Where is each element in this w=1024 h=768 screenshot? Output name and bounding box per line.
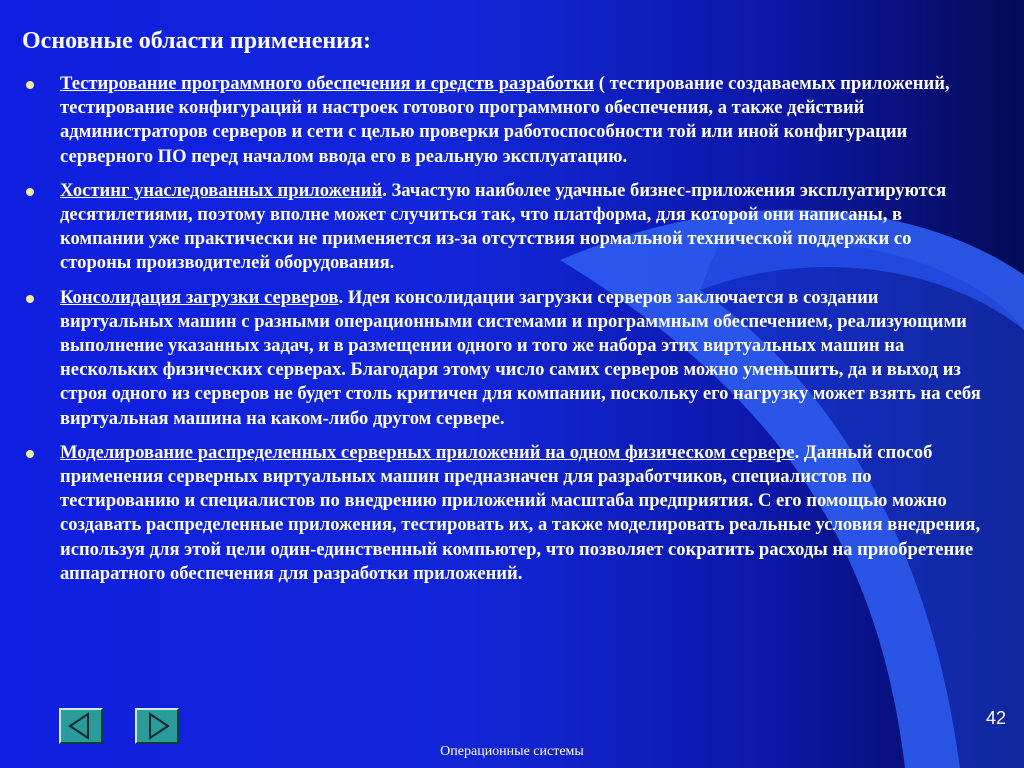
arrow-right-icon — [137, 710, 177, 742]
item-text: . Зачастую наиболее удачные бизнес-приложения эксплуатируются десятилетиями, поэтому вполне может случиться так, что платформа, для которой они написаны, в компании уже практически не применяется из-за отсутствия нормальной технической поддержки со стороны производителей оборудования. — [60, 179, 947, 274]
next-slide-button[interactable] — [135, 708, 179, 744]
previous-slide-button[interactable] — [59, 708, 103, 744]
page-number: 42 — [985, 708, 1006, 728]
list-item — [24, 179, 984, 276]
item-text: ( тестирование создаваемых приложений, тестирование конфигураций и настроек готового программного обеспечения, а также действий администраторов серверов и сети с целью проверки работоспособности той или иной конфигурации серверного ПО перед началом ввода его в реальную эксплуатацию. — [60, 73, 950, 167]
item-text: . Данный способ применения серверных виртуальных машин предназначен для разработчиков, специалистов по тестированию и специалистов по внедрению приложений масштаба предприятия. С его помощью можно создавать распределенные приложения, тестировать их, а также моделировать реальные условия внедрения, используя для этой цели один-единственный компьютер, что позволяет сократить расходы на приобретение аппаратного обеспечения для разработки приложений. — [60, 441, 981, 584]
slide-title: Основные области применения: — [22, 28, 371, 54]
item-heading: Хостинг унаследованных приложений — [60, 179, 383, 201]
bullet-list — [24, 72, 984, 596]
item-heading: Тестирование программного обеспечения и средств разработки — [60, 73, 595, 94]
bullet-icon — [26, 81, 34, 89]
item-heading: Моделирование распределенных серверных приложений на одном физическом сервере — [60, 441, 795, 463]
bullet-icon — [26, 295, 34, 303]
bullet-icon — [26, 450, 34, 458]
arrow-left-icon — [61, 710, 101, 742]
item-heading: Консолидация загрузки серверов — [60, 286, 339, 308]
footer-text: Операционные системы — [440, 744, 584, 759]
list-item — [24, 72, 984, 169]
list-item — [24, 441, 984, 586]
item-text: . Идея консолидации загрузки серверов заключается в создании виртуальных машин с разными операционными системами и программным обеспечением, реализующими выполнение указанных задач, и в размещении одного и того же набора этих виртуальных машин на нескольких физических серверах. Благодаря этому число самих серверов можно уменьшить, да и выход из строя одного из серверов не будет столь критичен для компании, поскольку его нагрузку может взять на себя виртуальная машина на каком-либо другом сервере. — [60, 286, 981, 429]
bullet-icon — [26, 188, 34, 196]
list-item — [24, 286, 984, 431]
